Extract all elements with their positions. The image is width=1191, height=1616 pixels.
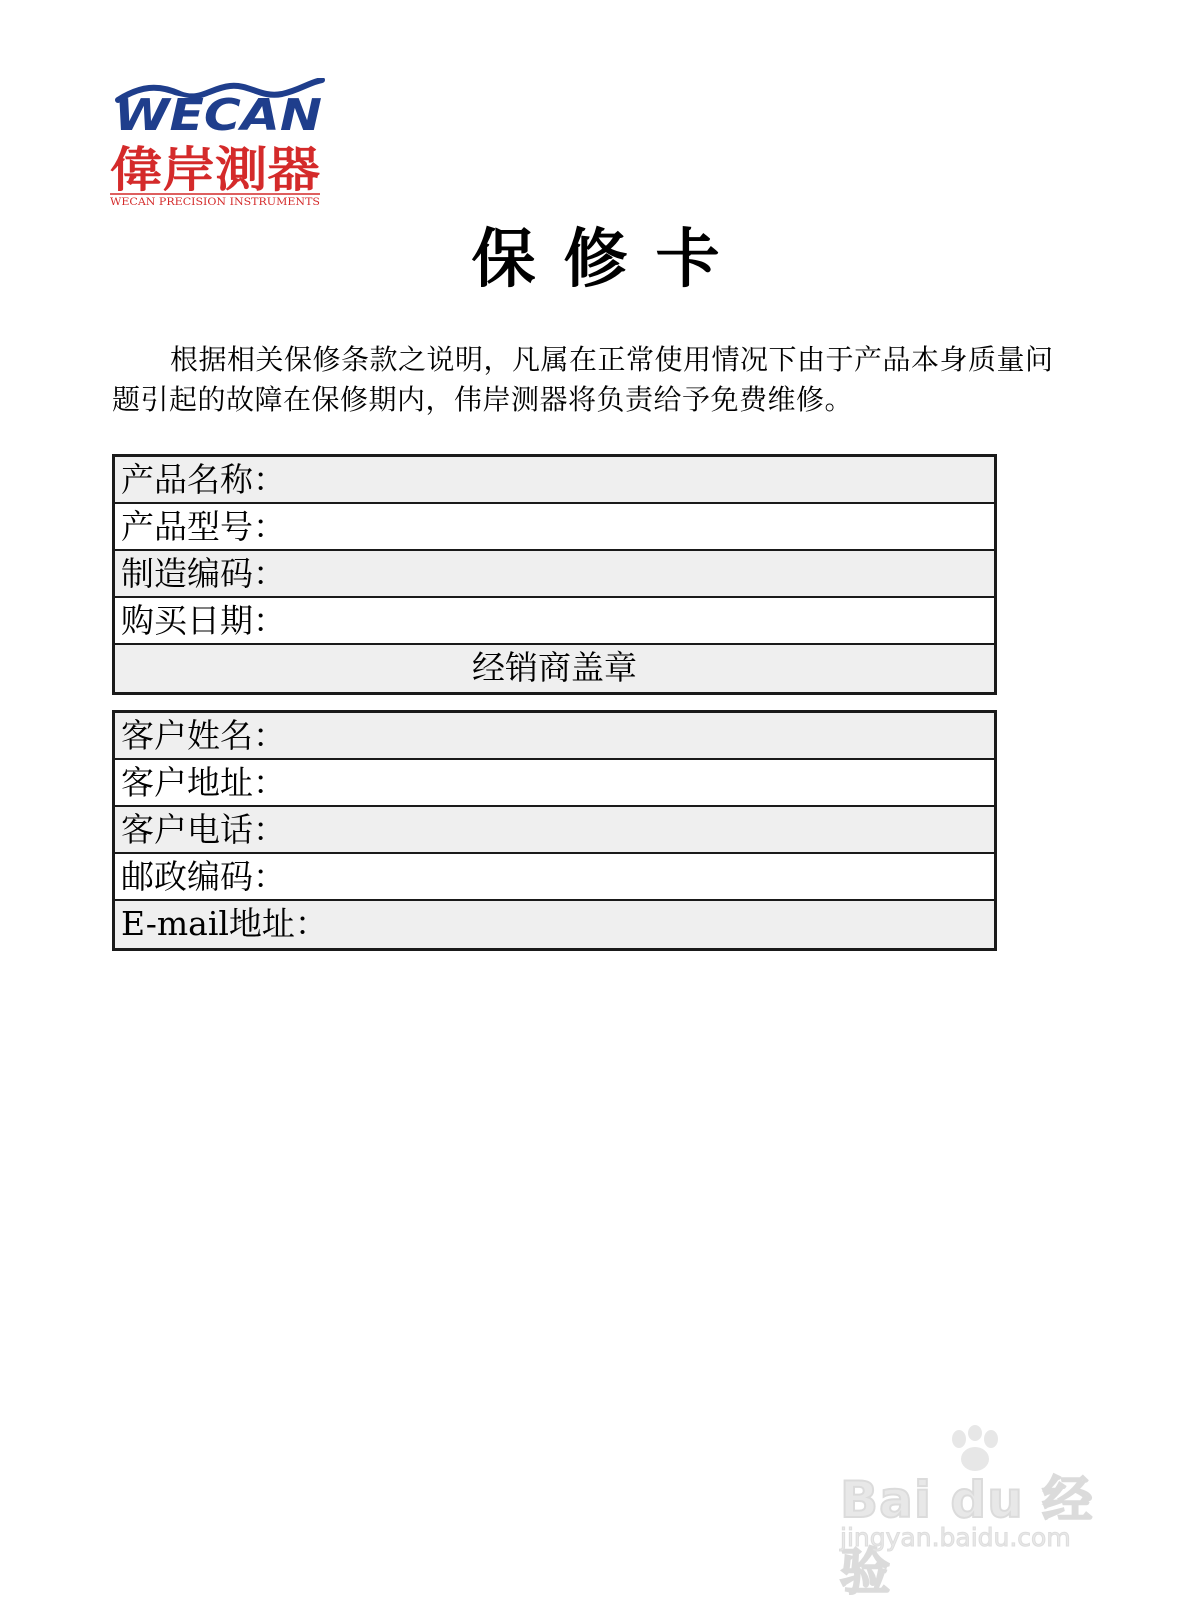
serial-number-field[interactable]: 制造编码：	[115, 551, 994, 598]
page-title: 保修卡	[471, 222, 748, 297]
wecan-logo-graphic	[110, 78, 332, 213]
customer-name-field[interactable]: 客户姓名：	[115, 713, 994, 760]
customer-address-field[interactable]: 客户地址：	[115, 760, 994, 807]
postal-code-field[interactable]: 邮政编码：	[115, 854, 994, 901]
dealer-stamp-field[interactable]: 经销商盖章	[115, 645, 994, 692]
product-info-table	[112, 454, 997, 695]
company-logo	[110, 78, 332, 213]
logo-chinese-name: 偉岸測器	[110, 142, 320, 198]
intro-text: 根据相关保修条款之说明，凡属在正常使用情况下由于产品本身质量问题引起的故障在保修期内，伟岸测器将负责给予免费维修。	[112, 343, 1054, 416]
baidu-watermark	[840, 1425, 1110, 1601]
intro-paragraph	[112, 340, 1072, 420]
watermark-main-text: Bai du 经验	[840, 1471, 1094, 1601]
product-name-field[interactable]: 产品名称：	[115, 457, 994, 504]
product-model-field[interactable]: 产品型号：	[115, 504, 994, 551]
customer-phone-field[interactable]: 客户电话：	[115, 807, 994, 854]
watermark-url: jingyan.baidu.com	[840, 1523, 1071, 1552]
logo-brand-text: WECAN	[114, 90, 322, 141]
logo-tagline: WECAN PRECISION INSTRUMENTS	[110, 197, 321, 208]
purchase-date-field[interactable]: 购买日期：	[115, 598, 994, 645]
customer-info-table	[112, 710, 997, 951]
email-field[interactable]: E-mail地址：	[115, 901, 994, 948]
